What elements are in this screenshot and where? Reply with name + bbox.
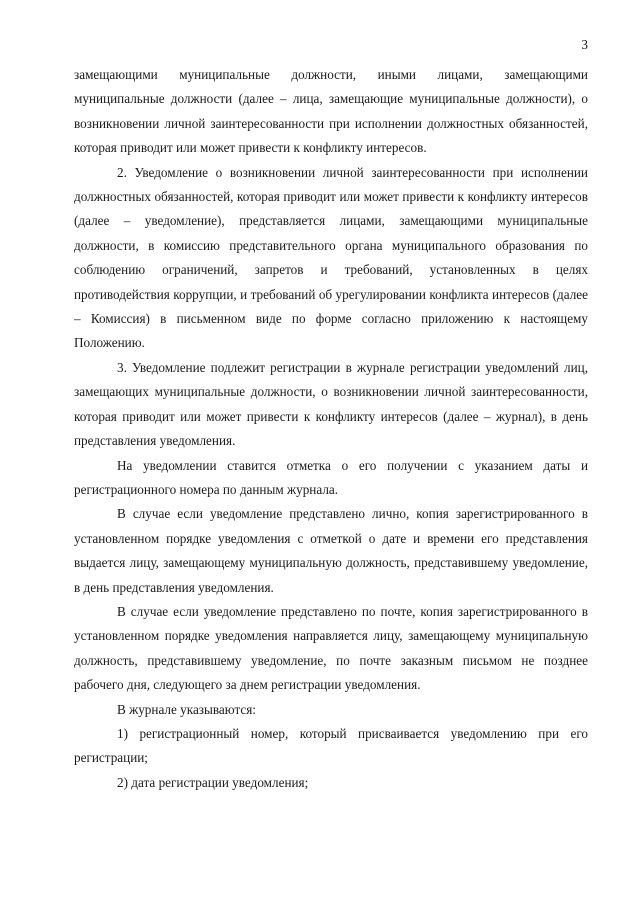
- paragraph-postal-delivery: В случае если уведомление представлено по почте, копия зарегистрированного в установленном порядке уведомления направляется лицу, замещающему муниципальную должность, представившему уведомление, по почте заказным письмом не позднее рабочего дня, следующего за днем регистрации уведомления.: [74, 603, 588, 693]
- paragraph-registration-mark: На уведомлении ставится отметка о его получении с указанием даты и регистрационного номера по данным журнала.: [74, 457, 588, 497]
- paragraph-personal-delivery: В случае если уведомление представлено лично, копия зарегистрированного в установленном порядке уведомления с отметкой о дате и времени его представления выдается лицу, замещающему муниципальную должность, представившему уведомление, в день представления уведомления.: [74, 506, 588, 595]
- document-body: [74, 63, 588, 795]
- paragraph-continuation: замещающими муниципальные должности, иными лицами, замещающими муниципальные должности (далее – лица, замещающие муниципальные должности), о возникновении личной заинтересованности при исполнении должностных обязанностей, которая приводит или может привести к конфликту интересов.: [74, 67, 588, 156]
- paragraph-item-3: 3. Уведомление подлежит регистрации в журнале регистрации уведомлений лиц, замещающих муниципальные должности, о возникновении личной заинтересованности, которая приводит или может привести к конфликту интересов (далее – журнал), в день представления уведомления.: [74, 359, 588, 449]
- list-item-2: 2) дата регистрации уведомления;: [117, 774, 309, 790]
- page-number: 3: [581, 37, 588, 52]
- paragraph-journal-fields-intro: В журнале указываются:: [117, 701, 256, 717]
- paragraph-item-2: 2. Уведомление о возникновении личной заинтересованности при исполнении должностных обязанностей, которая приводит или может привести к конфликту интересов (далее – уведомление), представляется лицами, замещающими муниципальные должности, в комиссию представительного органа муниципального образования по соблюдению ограничений, запретов и требований, установленных в целях противодействия коррупции, и требований об урегулировании конфликта интересов (далее – Комиссия) в письменном виде по форме согласно приложению к настоящему Положению.: [74, 164, 588, 351]
- list-item-1: 1) регистрационный номер, который присваивается уведомлению при его регистрации;: [74, 725, 588, 766]
